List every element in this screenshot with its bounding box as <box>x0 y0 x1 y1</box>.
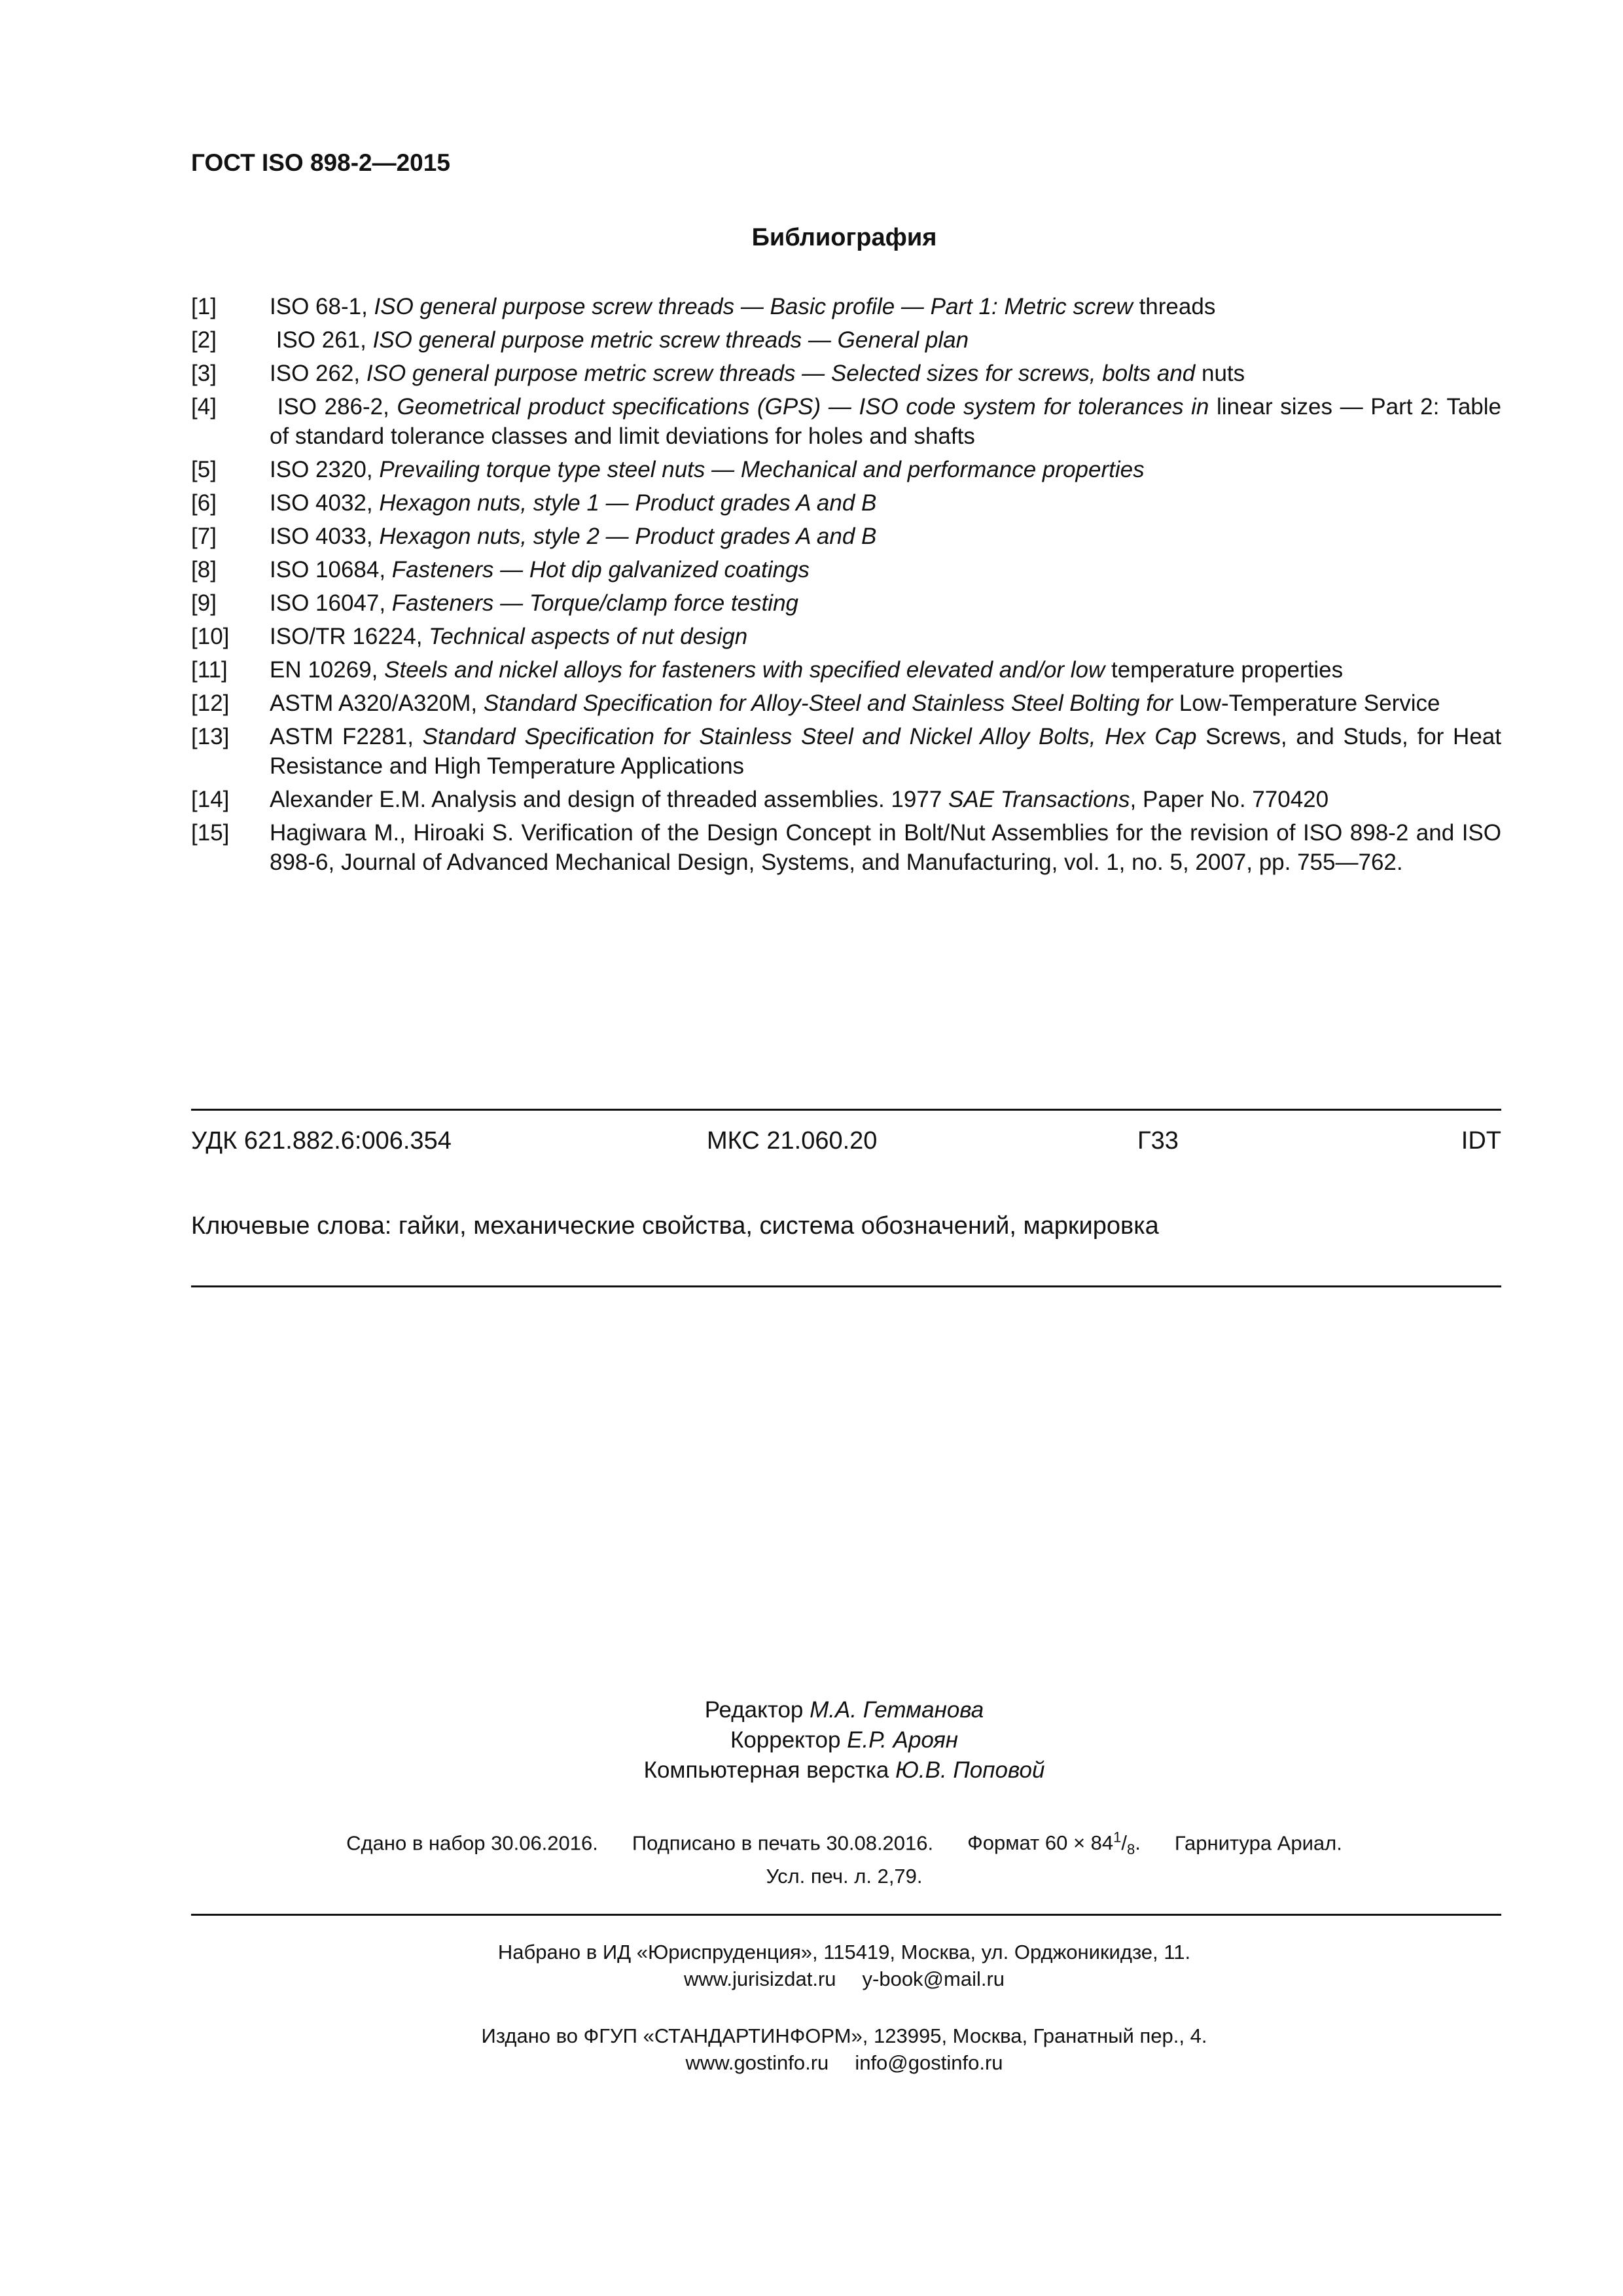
udk-code: УДК 621.882.6:006.354 <box>191 1127 452 1155</box>
bibliography-entry-text: ISO 68-1, ISO general purpose screw threads — Basic profile — Part 1: Metric screw threads <box>270 294 1216 319</box>
bibliography-list <box>191 292 1508 881</box>
bibliography-entry-text: ASTM A320/A320M, Standard Specification for Alloy-Steel and Stainless Steel Bolting for Low-Temperature Service <box>270 691 1440 716</box>
bibliography-entry <box>191 392 1508 451</box>
bibliography-entry <box>191 292 1501 321</box>
print-info <box>0 1825 1623 1890</box>
bibliography-entry <box>191 722 1508 781</box>
bibliography-entry-number: [2] <box>191 327 217 353</box>
bibliography-entry-number: [8] <box>191 557 217 583</box>
corrector-name: Е.Р. Ароян <box>847 1727 959 1753</box>
bibliography-entry-text: ISO 262, ISO general purpose metric screw threads — Selected sizes for screws, bolts and nuts <box>270 361 1245 386</box>
typeset-date: Сдано в набор 30.06.2016. <box>346 1831 598 1855</box>
signed-date: Подписано в печать 30.08.2016. <box>632 1831 934 1855</box>
bibliography-entry-number: [15] <box>191 820 230 846</box>
publisher-contacts <box>0 2049 1623 2076</box>
bibliography-entry-number: [14] <box>191 787 230 812</box>
bibliography-entry <box>191 785 1501 814</box>
bibliography-entry-number: [12] <box>191 691 230 716</box>
bibliography-entry <box>191 655 1501 685</box>
bottom-divider <box>191 1285 1501 1287</box>
top-divider <box>191 1109 1501 1111</box>
bibliography-entry <box>191 359 1501 388</box>
publisher-block <box>0 2022 1623 2076</box>
bibliography-entry <box>191 555 1501 584</box>
bibliography-entry-text: EN 10269, Steels and nickel alloys for fasteners with specified elevated and/or low temperature properties <box>270 657 1344 683</box>
bibliography-entry-number: [10] <box>191 624 230 649</box>
publisher-site[interactable]: www.gostinfo.ru <box>685 2051 829 2074</box>
bibliography-entry <box>191 689 1501 718</box>
typeface-info: Гарнитура Ариал. <box>1174 1831 1342 1855</box>
bibliography-entry-text: ASTM F2281, Standard Specification for Stainless Steel and Nickel Alloy Bolts, Hex Cap Screws, and Studs, for Heat Resistance and High Temperature Applications <box>270 724 1508 779</box>
document-header: ГОСТ ISO 898-2—2015 <box>191 149 450 176</box>
publisher-email[interactable]: info@gostinfo.ru <box>855 2051 1003 2074</box>
mks-code: МКС 21.060.20 <box>707 1127 878 1155</box>
bibliography-entry-text: ISO 16047, Fasteners — Torque/clamp force testing <box>270 590 799 616</box>
bibliography-entry-number: [11] <box>191 657 228 683</box>
bibliography-entry-number: [4] <box>191 394 217 420</box>
keywords: Ключевые слова: гайки, механические свойства, система обозначений, маркировка <box>191 1212 1159 1240</box>
bibliography-entry <box>191 325 1501 355</box>
editor-line: Редактор М.А. Гетманова <box>704 1697 984 1723</box>
bibliography-entry <box>191 818 1508 877</box>
bibliography-entry-text: ISO 2320, Prevailing torque type steel nuts — Mechanical and performance properties <box>270 457 1145 482</box>
typesetter-site[interactable]: www.jurisizdat.ru <box>683 1967 836 1990</box>
print-info-line <box>0 1825 1623 1863</box>
classification-row <box>191 1127 1501 1160</box>
bibliography-entry-text: Hagiwara M., Hiroaki S. Verification of the Design Concept in Bolt/Nut Assemblies for the revision of ISO 898-2 and ISO 898-6, Journal of Advanced Mechanical Design, Systems, and Manufacturing, vol. 1, no. 5, 2007, pp. 755—762. <box>270 820 1508 875</box>
bibliography-entry <box>191 522 1501 551</box>
bibliography-entry-text: ISO 261, ISO general purpose metric screw threads — General plan <box>270 327 969 353</box>
typesetter-contacts <box>0 1965 1623 1992</box>
bibliography-entry-number: [13] <box>191 724 230 749</box>
typesetter-block <box>0 1939 1623 1992</box>
bibliography-title: Библиография <box>751 224 937 251</box>
bibliography-entry-text: ISO 286-2, Geometrical product specifications (GPS) — ISO code system for tolerances in linear sizes — Part 2: Table of standard tolerance classes and limit deviations for holes and shafts <box>270 394 1508 449</box>
bibliography-entry <box>191 455 1501 484</box>
format-info: Формат $60 \times 84^1/_8$. <box>967 1829 1141 1858</box>
editor-name: М.А. Гетманова <box>810 1697 984 1723</box>
bibliography-entry-text: ISO 4032, Hexagon nuts, style 1 — Product grades A and B <box>270 490 877 516</box>
bibliography-entry-text: ISO 10684, Fasteners — Hot dip galvanized coatings <box>270 557 810 583</box>
bibliography-entry <box>191 588 1501 618</box>
credits <box>0 1695 1623 1785</box>
bibliography-entry-text: Alexander E.M. Analysis and design of threaded assemblies. 1977 SAE Transactions, Paper No. 770420 <box>270 787 1329 812</box>
imprint-divider <box>191 1914 1501 1916</box>
typesetter-line: Набрано в ИД «Юриспруденция», 115419, Москва, ул. Орджоникидзе, 11. <box>497 1941 1191 1964</box>
bibliography-entry <box>191 488 1501 518</box>
bibliography-entry-number: [3] <box>191 361 217 386</box>
bibliography-entry-number: [6] <box>191 490 217 516</box>
group-code: Г33 <box>1137 1127 1179 1155</box>
layout-line: Компьютерная верстка Ю.В. Поповой <box>643 1757 1045 1783</box>
degree-code: IDT <box>1461 1127 1501 1155</box>
bibliography-entry-text: ISO/TR 16224, Technical aspects of nut design <box>270 624 748 649</box>
bibliography-entry <box>191 622 1501 651</box>
corrector-line: Корректор Е.Р. Ароян <box>730 1727 959 1753</box>
sheets-info: Усл. печ. л. 2,79. <box>766 1864 923 1888</box>
bibliography-entry-text: ISO 4033, Hexagon nuts, style 2 — Product grades A and B <box>270 524 877 549</box>
typesetter-email[interactable]: y-book@mail.ru <box>862 1967 1005 1990</box>
layout-name: Ю.В. Поповой <box>895 1757 1045 1783</box>
bibliography-entry-number: [1] <box>191 294 217 319</box>
bibliography-entry-number: [9] <box>191 590 217 616</box>
bibliography-entry-number: [7] <box>191 524 217 549</box>
publisher-line: Издано во ФГУП «СТАНДАРТИНФОРМ», 123995, Москва, Гранатный пер., 4. <box>481 2024 1207 2047</box>
bibliography-entry-number: [5] <box>191 457 217 482</box>
